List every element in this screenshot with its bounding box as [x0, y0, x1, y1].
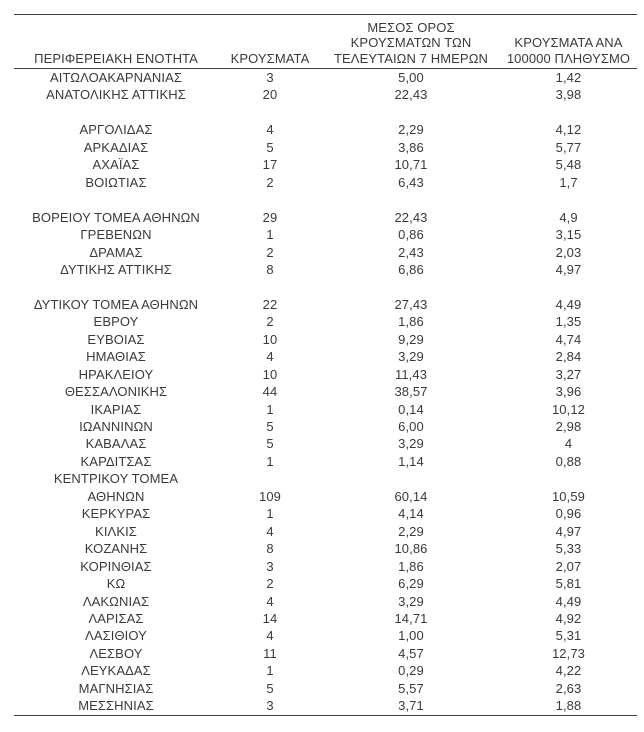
- per100k-cell: 1,42: [555, 70, 582, 85]
- per100k-cell: 2,84: [555, 349, 582, 365]
- region-cell: ΗΜΑΘΙΑΣ: [86, 349, 146, 365]
- table-row: [14, 470, 637, 487]
- cases-cell: 4: [266, 593, 274, 609]
- table-row: [14, 209, 637, 226]
- avg7-cell: 10,86: [394, 541, 428, 557]
- avg7-cell: 6,00: [398, 419, 424, 435]
- region-cell: ΒΟΙΩΤΙΑΣ: [85, 174, 147, 190]
- region-cell: ΑΡΓΟΛΙΔΑΣ: [79, 122, 153, 138]
- table-row: [14, 662, 637, 679]
- region-cell: ΔΥΤΙΚΗΣ ΑΤΤΙΚΗΣ: [60, 261, 172, 277]
- cases-cell: 2: [266, 174, 274, 190]
- table-row: [14, 156, 637, 173]
- per100k-cell: [500, 191, 637, 208]
- per100k-column-header: [500, 15, 637, 69]
- table-body: [14, 69, 637, 716]
- region-cell: ΛΑΣΙΘΙΟΥ: [85, 628, 147, 644]
- region-cell: ΛΑΚΩΝΙΑΣ: [82, 593, 150, 609]
- regional-cases-table: [14, 14, 637, 716]
- avg7-cell: 6,86: [398, 261, 424, 277]
- header-line: ΚΡΟΥΣΜΑΤΑ ΑΝΑ: [514, 35, 623, 50]
- region-cell: ΚΑΡΔΙΤΣΑΣ: [80, 453, 152, 469]
- cases-cell: 4: [266, 523, 274, 539]
- table-row: [14, 453, 637, 470]
- cases-cell: 5: [266, 139, 274, 155]
- cases-cell: 10: [262, 366, 278, 382]
- region-cell: [14, 278, 218, 295]
- cases-cell: [218, 278, 322, 295]
- per100k-cell: 3,27: [555, 366, 582, 382]
- avg7-cell: 6,43: [398, 174, 424, 190]
- cases-cell: 5: [266, 680, 274, 696]
- region-cell: ΕΥΒΟΙΑΣ: [87, 331, 145, 347]
- region-cell: ΙΚΑΡΙΑΣ: [90, 401, 142, 417]
- per100k-cell: 4,9: [559, 209, 578, 225]
- per100k-cell: 2,07: [555, 558, 582, 574]
- region-cell: ΔΡΑΜΑΣ: [89, 244, 143, 260]
- table-row: [14, 244, 637, 261]
- table-row: [14, 575, 637, 592]
- cases-cell: 10: [262, 331, 278, 347]
- cases-cell: 4: [266, 628, 274, 644]
- table-row: [14, 540, 637, 557]
- cases-cell: [218, 470, 322, 487]
- avg7-cell: 14,71: [394, 611, 428, 626]
- per100k-cell: 1,88: [555, 698, 582, 714]
- region-cell: ΛΕΥΚΑΔΑΣ: [81, 663, 151, 679]
- table-row: [14, 505, 637, 522]
- header-line: ΜΕΣΟΣ ΟΡΟΣ: [367, 19, 455, 35]
- region-cell: ΙΩΑΝΝΙΝΩΝ: [79, 419, 153, 435]
- avg7-cell: 5,57: [398, 680, 424, 696]
- table-row: [14, 296, 637, 313]
- per100k-cell: 4,97: [555, 261, 582, 277]
- cases-cell: 8: [266, 541, 274, 557]
- per100k-cell: 4,49: [555, 593, 582, 609]
- region-cell: ΚΙΛΚΙΣ: [95, 523, 137, 539]
- per100k-cell: 2,98: [555, 419, 582, 435]
- cases-cell: 20: [262, 87, 278, 103]
- per100k-cell: 10,59: [551, 488, 586, 504]
- region-cell: ΛΕΣΒΟΥ: [89, 645, 143, 661]
- avg7-cell: 2,29: [398, 122, 424, 138]
- table-row: [14, 435, 637, 452]
- region-column-header: [14, 15, 218, 69]
- avg7-cell: 3,29: [398, 349, 424, 365]
- avg7-cell: [322, 278, 500, 295]
- table-row: [14, 418, 637, 435]
- avg7-cell: 0,29: [398, 663, 424, 679]
- region-cell: [14, 191, 218, 208]
- avg7-cell: 0,14: [398, 401, 424, 417]
- spacer-row: [14, 104, 637, 121]
- header-row: [14, 15, 637, 69]
- region-cell: ΚΟΖΑΝΗΣ: [84, 541, 148, 557]
- avg7-cell: 60,14: [394, 488, 428, 504]
- avg7-cell: 1,86: [398, 314, 424, 330]
- cases-cell: 11: [263, 645, 277, 661]
- table-row: [14, 488, 637, 505]
- per100k-cell: 5,33: [555, 541, 582, 557]
- region-cell: [14, 104, 218, 121]
- avg7-cell: 3,29: [398, 436, 424, 452]
- cases-cell: 4: [266, 349, 274, 365]
- per100k-cell: 4,92: [555, 611, 582, 626]
- per100k-cell: 5,48: [555, 157, 582, 173]
- cases-column-header: [218, 15, 322, 69]
- table-row: [14, 680, 637, 697]
- per100k-cell: 3,98: [555, 87, 582, 103]
- region-cell: ΗΡΑΚΛΕΙΟΥ: [78, 366, 154, 382]
- per100k-cell: 3,15: [555, 227, 582, 243]
- avg7-cell: 11,43: [394, 366, 428, 382]
- per100k-cell: 4,49: [555, 296, 582, 312]
- per100k-cell: 4,97: [555, 523, 582, 539]
- region-cell: ΚΟΡΙΝΘΙΑΣ: [80, 558, 152, 574]
- cases-cell: 5: [266, 419, 274, 435]
- spacer-row: [14, 278, 637, 295]
- cases-cell: [218, 191, 322, 208]
- per100k-cell: 4,74: [555, 331, 582, 347]
- per100k-cell: 4,22: [555, 663, 582, 679]
- avg7-cell: 4,14: [398, 506, 424, 522]
- table-header: [14, 15, 637, 69]
- table-row: [14, 331, 637, 348]
- avg7-cell: 38,57: [394, 384, 428, 400]
- avg7-cell: 1,00: [398, 628, 424, 644]
- avg7-cell: 3,71: [398, 698, 424, 714]
- avg7-cell: 5,00: [398, 70, 424, 85]
- region-cell: ΚΕΝΤΡΙΚΟΥ ΤΟΜΕΑ: [53, 471, 179, 487]
- per100k-cell: 1,7: [559, 174, 578, 190]
- cases-cell: 3: [266, 558, 274, 574]
- per100k-cell: 5,81: [555, 576, 582, 592]
- table-row: [14, 366, 637, 383]
- per100k-cell: 2,63: [555, 680, 582, 696]
- region-cell: ΚΩ: [106, 576, 126, 592]
- table-row: [14, 69, 637, 87]
- per100k-cell: 5,77: [555, 139, 582, 155]
- table-row: [14, 348, 637, 365]
- region-cell: ΜΕΣΣΗΝΙΑΣ: [78, 698, 154, 714]
- spacer-row: [14, 191, 637, 208]
- per100k-cell: 4: [564, 436, 573, 452]
- region-cell: ΛΑΡΙΣΑΣ: [88, 611, 144, 626]
- per100k-cell: 3,96: [555, 384, 582, 400]
- table-row: [14, 86, 637, 103]
- region-cell: ΜΑΓΝΗΣΙΑΣ: [78, 680, 154, 696]
- table-row: [14, 313, 637, 330]
- cases-cell: 29: [262, 209, 278, 225]
- cases-cell: 2: [266, 576, 274, 592]
- header-line: ΚΡΟΥΣΜΑΤΑ: [230, 50, 310, 66]
- avg7-cell: 2,43: [398, 244, 424, 260]
- per100k-cell: 12,73: [551, 645, 586, 661]
- table-row: [14, 627, 637, 644]
- cases-cell: 5: [266, 436, 274, 452]
- region-cell: ΒΟΡΕΙΟΥ ΤΟΜΕΑ ΑΘΗΝΩΝ: [32, 209, 200, 225]
- region-cell: ΚΑΒΑΛΑΣ: [85, 436, 147, 452]
- avg7-cell: 10,71: [394, 157, 428, 173]
- table-row: [14, 139, 637, 156]
- avg7-cell: 6,29: [398, 576, 424, 592]
- cases-cell: 1: [266, 663, 274, 679]
- cases-cell: 1: [266, 453, 274, 469]
- table-row: [14, 523, 637, 540]
- avg7-cell: 4,57: [398, 645, 424, 661]
- table-row: [14, 558, 637, 575]
- cases-cell: 1: [266, 401, 274, 417]
- avg7-cell: [322, 104, 500, 121]
- region-cell: ΚΕΡΚΥΡΑΣ: [81, 506, 151, 522]
- cases-cell: 1: [266, 506, 274, 522]
- region-cell: ΑΝΑΤΟΛΙΚΗΣ ΑΤΤΙΚΗΣ: [46, 87, 186, 103]
- avg7-cell: 22,43: [394, 209, 428, 225]
- avg7-cell: [322, 470, 500, 487]
- avg7-cell: 3,29: [398, 593, 424, 609]
- cases-cell: 109: [259, 488, 281, 504]
- table-row: [14, 697, 637, 715]
- avg7-cell: 0,86: [398, 227, 424, 243]
- region-cell: ΑΙΤΩΛΟΑΚΑΡΝΑΝΙΑΣ: [49, 70, 183, 85]
- cases-cell: 4: [266, 122, 274, 138]
- cases-cell: 22: [262, 296, 278, 312]
- cases-cell: 17: [262, 157, 278, 173]
- cases-cell: 14: [262, 611, 278, 626]
- per100k-cell: 0,88: [555, 453, 582, 469]
- per100k-cell: 1,35: [555, 314, 582, 330]
- cases-cell: 3: [266, 70, 274, 85]
- avg7-cell: 22,43: [394, 87, 428, 103]
- region-cell: ΑΧΑΪΑΣ: [92, 157, 140, 173]
- table-row: [14, 593, 637, 610]
- avg7-column-header: [322, 15, 500, 69]
- per100k-cell: 5,31: [555, 628, 582, 644]
- per100k-cell: [500, 278, 637, 295]
- avg7-cell: 1,14: [398, 453, 424, 469]
- table-row: [14, 174, 637, 191]
- header-line: ΠΕΡΙΦΕΡΕΙΑΚΗ ΕΝΟΤΗΤΑ: [34, 50, 198, 66]
- per100k-cell: 0,96: [555, 506, 582, 522]
- avg7-cell: 3,86: [398, 139, 424, 155]
- cases-cell: 44: [262, 384, 278, 400]
- cases-cell: 1: [266, 227, 274, 243]
- per100k-cell: 2,03: [555, 244, 582, 260]
- header-line: ΤΕΛΕΥΤΑΙΩΝ 7 ΗΜΕΡΩΝ: [333, 50, 489, 66]
- cases-cell: 2: [266, 314, 274, 330]
- table-row: [14, 383, 637, 400]
- header-line: 100000 ΠΛΗΘΥΣΜΟ: [506, 50, 631, 66]
- avg7-cell: 1,86: [398, 558, 424, 574]
- table-row: [14, 261, 637, 278]
- region-cell: ΑΡΚΑΔΙΑΣ: [83, 139, 149, 155]
- cases-cell: 3: [266, 698, 274, 714]
- avg7-cell: 27,43: [394, 296, 428, 312]
- avg7-cell: 9,29: [398, 331, 424, 347]
- avg7-cell: 2,29: [398, 523, 424, 539]
- region-cell: ΔΥΤΙΚΟΥ ΤΟΜΕΑ ΑΘΗΝΩΝ: [33, 296, 199, 312]
- table-row: [14, 610, 637, 627]
- region-cell: ΕΒΡΟΥ: [93, 314, 139, 330]
- per100k-cell: 10,12: [551, 401, 586, 417]
- region-cell: ΘΕΣΣΑΛΟΝΙΚΗΣ: [64, 384, 168, 400]
- avg7-cell: [322, 191, 500, 208]
- cases-cell: 2: [266, 244, 274, 260]
- region-cell: ΑΘΗΝΩΝ: [87, 488, 145, 504]
- table-row: [14, 226, 637, 243]
- per100k-cell: 4,12: [555, 122, 582, 138]
- cases-cell: 8: [266, 261, 274, 277]
- table-row: [14, 121, 637, 138]
- table-row: [14, 645, 637, 662]
- per100k-cell: [500, 470, 637, 487]
- cases-cell: [218, 104, 322, 121]
- header-line: ΚΡΟΥΣΜΑΤΩΝ ΤΩΝ: [350, 35, 472, 50]
- table-row: [14, 401, 637, 418]
- region-cell: ΓΡΕΒΕΝΩΝ: [80, 227, 152, 243]
- per100k-cell: [500, 104, 637, 121]
